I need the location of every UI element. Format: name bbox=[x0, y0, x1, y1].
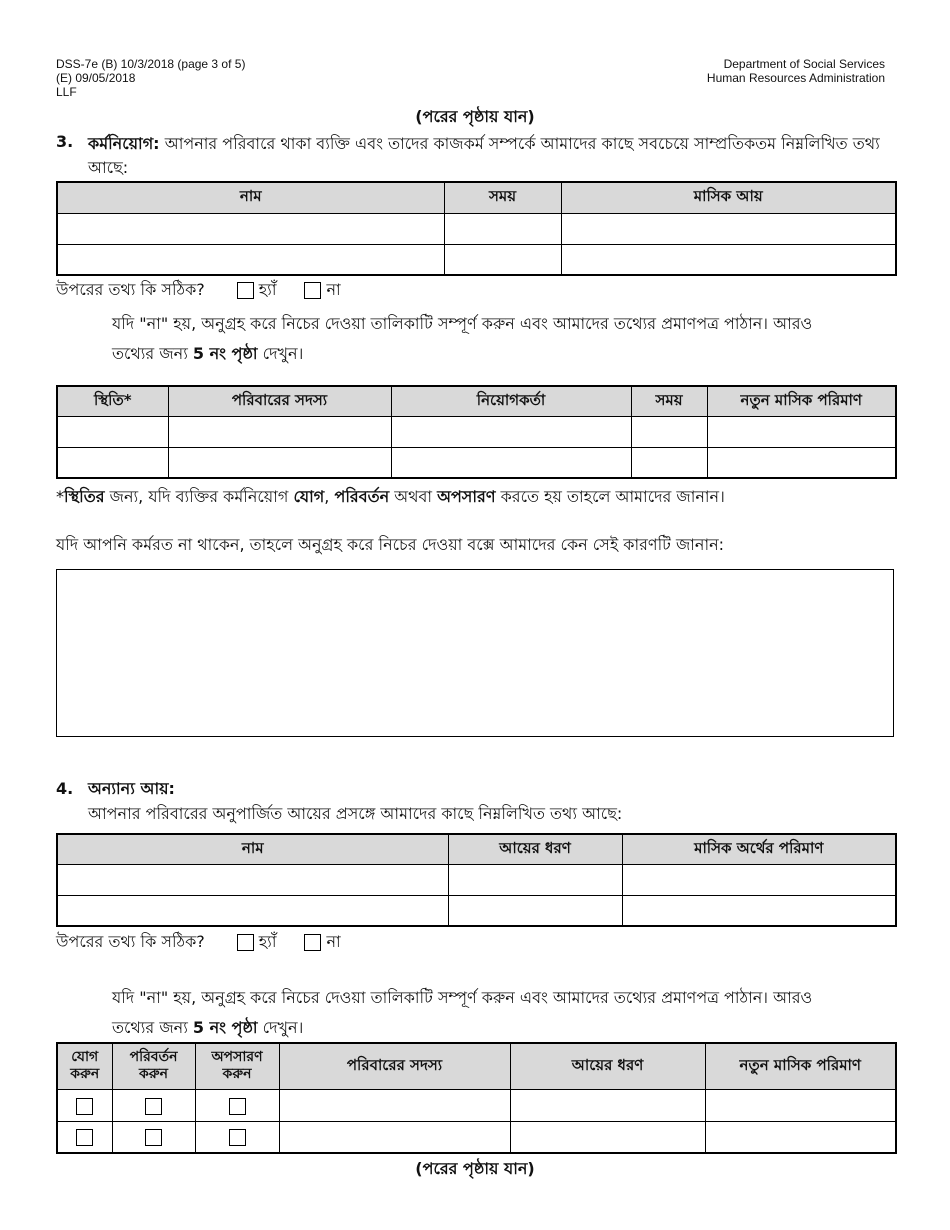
table-cell[interactable] bbox=[707, 416, 896, 447]
col-monthly-income: মাসিক আয় bbox=[561, 182, 896, 213]
table-cell bbox=[112, 1089, 195, 1121]
table-cell bbox=[561, 213, 896, 244]
col-change-line2: করুন bbox=[139, 1066, 168, 1083]
form-edition: (E) 09/05/2018 bbox=[56, 71, 136, 85]
section3-title: কর্মনিয়োগ: bbox=[88, 134, 160, 153]
other-income-current-table bbox=[56, 833, 897, 927]
instructions-line-1: যদি "না" হয়, অনুগ্রহ করে নিচের দেওয়া তালিকাটি সম্পূর্ণ করুন এবং আমাদের তথ্যের প্রমাণপত্র পাঠান। আরও bbox=[112, 314, 813, 333]
instructions-line-1: যদি "না" হয়, অনুগ্রহ করে নিচের দেওয়া তালিকাটি সম্পূর্ণ করুন এবং আমাদের তথ্যের প্রমাণপত্র পাঠান। আরও bbox=[112, 988, 813, 1007]
section3-no-option[interactable] bbox=[304, 277, 340, 304]
instructions-text: তথ্যের জন্য bbox=[112, 344, 193, 363]
table-row bbox=[57, 447, 896, 478]
table-row bbox=[57, 244, 896, 275]
col-time: সময় bbox=[444, 182, 561, 213]
note-text: যোগ bbox=[293, 487, 325, 506]
change-checkbox[interactable] bbox=[145, 1098, 162, 1115]
status-note bbox=[56, 487, 896, 507]
col-add bbox=[57, 1043, 112, 1089]
employment-changes-table bbox=[56, 385, 897, 479]
table-cell[interactable] bbox=[705, 1089, 896, 1121]
yes-checkbox[interactable] bbox=[237, 282, 254, 299]
no-checkbox[interactable] bbox=[304, 934, 321, 951]
table-cell[interactable] bbox=[510, 1089, 705, 1121]
table-cell bbox=[57, 1089, 112, 1121]
table-cell[interactable] bbox=[510, 1121, 705, 1153]
table-cell bbox=[57, 213, 444, 244]
col-add-line2: করুন bbox=[70, 1066, 100, 1083]
col-status: স্থিতি* bbox=[57, 386, 168, 416]
section4-instructions bbox=[112, 983, 902, 1043]
not-working-prompt: যদি আপনি কর্মরত না থাকেন, তাহলে অনুগ্রহ করে নিচের দেওয়া বক্সে আমাদের কেন সেই কারণটি জানান: bbox=[56, 535, 725, 554]
col-change bbox=[112, 1043, 195, 1089]
section3-yes-option[interactable] bbox=[237, 277, 277, 304]
section4-question: উপরের তথ্য কি সঠিক? bbox=[56, 931, 205, 951]
note-text: অথবা bbox=[389, 487, 438, 506]
yes-checkbox[interactable] bbox=[237, 934, 254, 951]
note-text: করতে হয় তাহলে আমাদের জানান। bbox=[495, 487, 725, 506]
not-working-reason-box[interactable] bbox=[56, 569, 894, 737]
section4-yes-option[interactable] bbox=[237, 929, 277, 956]
col-add-line1: যোগ bbox=[71, 1049, 99, 1066]
table-cell bbox=[448, 895, 622, 926]
note-text: * bbox=[56, 487, 64, 506]
form-code: LLF bbox=[56, 85, 77, 99]
table-cell[interactable] bbox=[705, 1121, 896, 1153]
table-cell[interactable] bbox=[57, 416, 168, 447]
instructions-text: দেখুন। bbox=[257, 1018, 304, 1037]
section3-intro-block bbox=[88, 132, 888, 180]
employment-current-table bbox=[56, 181, 897, 276]
table-cell bbox=[195, 1121, 279, 1153]
section3-intro: আপনার পরিবারে থাকা ব্যক্তি এবং তাদের কাজকর্ম সম্পর্কে আমাদের কাছে সবচেয়ে সাম্প্রতিকতম নিম্নলিখিত তথ্য আছে: bbox=[88, 134, 880, 177]
col-time: সময় bbox=[631, 386, 707, 416]
no-label: না bbox=[326, 279, 341, 299]
continued-top: (পরের পৃষ্ঠায় যান) bbox=[415, 107, 535, 126]
table-cell bbox=[195, 1089, 279, 1121]
page-reference: 5 নং পৃষ্ঠা bbox=[192, 344, 258, 363]
instructions-text: তথ্যের জন্য bbox=[112, 1018, 193, 1037]
table-row bbox=[57, 1089, 896, 1121]
col-income-type: আয়ের ধরণ bbox=[448, 834, 622, 864]
section4-intro: আপনার পরিবারের অনুপার্জিত আয়ের প্রসঙ্গে আমাদের কাছে নিম্নলিখিত তথ্য আছে: bbox=[88, 804, 623, 823]
table-cell[interactable] bbox=[391, 447, 631, 478]
section3-instructions bbox=[112, 309, 902, 369]
department-name: Department of Social Services bbox=[723, 57, 885, 71]
section4-no-option[interactable] bbox=[304, 929, 340, 956]
form-header-right bbox=[707, 57, 885, 85]
col-change-line1: পরিবর্তন bbox=[129, 1049, 178, 1066]
col-remove-line2: করুন bbox=[222, 1066, 252, 1083]
table-cell bbox=[448, 864, 622, 895]
form-header-left bbox=[56, 57, 245, 99]
remove-checkbox[interactable] bbox=[229, 1129, 246, 1146]
table-row bbox=[57, 864, 896, 895]
section4-title: অন্যান্য আয়: bbox=[88, 779, 175, 798]
table-row bbox=[57, 1121, 896, 1153]
col-new-monthly-amount: নতুন মাসিক পরিমাণ bbox=[705, 1043, 896, 1089]
page-reference: 5 নং পৃষ্ঠা bbox=[192, 1018, 258, 1037]
note-text: পরিবর্তন bbox=[334, 487, 390, 506]
table-cell bbox=[57, 1121, 112, 1153]
administration-name: Human Resources Administration bbox=[706, 71, 885, 85]
table-cell[interactable] bbox=[707, 447, 896, 478]
section3-question: উপরের তথ্য কি সঠিক? bbox=[56, 279, 205, 299]
col-monthly-amount: মাসিক অর্থের পরিমাণ bbox=[622, 834, 896, 864]
col-income-type: আয়ের ধরণ bbox=[510, 1043, 705, 1089]
other-income-changes-table bbox=[56, 1042, 897, 1154]
table-cell bbox=[112, 1121, 195, 1153]
instructions-line-2 bbox=[112, 1013, 902, 1043]
note-text: স্থিতির bbox=[64, 487, 105, 506]
yes-label: হ্যাঁ bbox=[258, 931, 277, 951]
add-checkbox[interactable] bbox=[76, 1129, 93, 1146]
change-checkbox[interactable] bbox=[145, 1129, 162, 1146]
table-row bbox=[57, 416, 896, 447]
section3-question-row bbox=[56, 279, 341, 301]
section4-question-row bbox=[56, 931, 341, 953]
table-cell bbox=[622, 895, 896, 926]
table-cell[interactable] bbox=[631, 416, 707, 447]
table-cell bbox=[622, 864, 896, 895]
table-cell[interactable] bbox=[631, 447, 707, 478]
form-id: DSS-7e (B) 10/3/2018 (page 3 of 5) bbox=[56, 57, 246, 71]
table-cell bbox=[561, 244, 896, 275]
table-cell bbox=[57, 244, 444, 275]
yes-label: হ্যাঁ bbox=[258, 279, 277, 299]
col-new-monthly-amount: নতুন মাসিক পরিমাণ bbox=[707, 386, 896, 416]
section4-number: 4. bbox=[56, 779, 74, 798]
note-text: , bbox=[324, 487, 335, 506]
col-household-member: পরিবারের সদস্য bbox=[279, 1043, 510, 1089]
col-remove-line1: অপসারণ bbox=[211, 1049, 263, 1066]
col-household-member: পরিবারের সদস্য bbox=[168, 386, 391, 416]
table-row bbox=[57, 213, 896, 244]
col-name: নাম bbox=[57, 182, 444, 213]
instructions-text: দেখুন। bbox=[257, 344, 304, 363]
no-checkbox[interactable] bbox=[304, 282, 321, 299]
table-cell[interactable] bbox=[279, 1121, 510, 1153]
table-cell[interactable] bbox=[168, 447, 391, 478]
table-cell[interactable] bbox=[279, 1089, 510, 1121]
table-cell bbox=[57, 895, 448, 926]
note-text: জন্য, যদি ব্যক্তির কর্মনিয়োগ bbox=[104, 487, 294, 506]
no-label: না bbox=[326, 931, 341, 951]
table-cell[interactable] bbox=[168, 416, 391, 447]
table-row bbox=[57, 895, 896, 926]
instructions-line-2 bbox=[112, 339, 902, 369]
table-cell[interactable] bbox=[57, 447, 168, 478]
section3-number: 3. bbox=[56, 132, 74, 151]
table-cell bbox=[57, 864, 448, 895]
table-cell bbox=[444, 244, 561, 275]
remove-checkbox[interactable] bbox=[229, 1098, 246, 1115]
note-text: অপসারণ bbox=[437, 487, 496, 506]
continued-bottom: (পরের পৃষ্ঠায় যান) bbox=[415, 1159, 535, 1178]
table-cell bbox=[444, 213, 561, 244]
table-cell[interactable] bbox=[391, 416, 631, 447]
col-remove bbox=[195, 1043, 279, 1089]
col-name: নাম bbox=[57, 834, 448, 864]
col-employer: নিয়োগকর্তা bbox=[391, 386, 631, 416]
add-checkbox[interactable] bbox=[76, 1098, 93, 1115]
